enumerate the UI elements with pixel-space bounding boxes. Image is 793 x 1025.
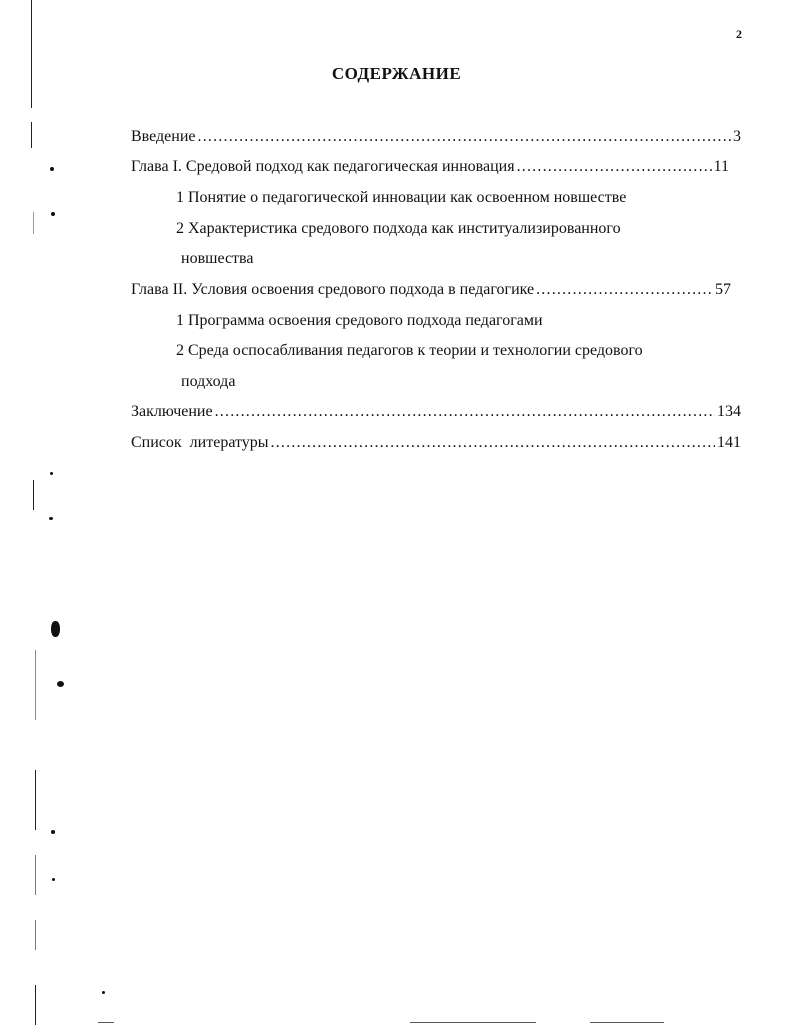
toc-entry-page: 141 xyxy=(717,434,741,451)
scan-bottom-line xyxy=(98,1022,114,1023)
toc-entry-label: Глава I. Средовой подход как педагогическая инновация xyxy=(131,158,515,175)
scan-margin-line xyxy=(31,122,32,148)
toc-entry-label: Глава II. Условия освоения средового подхода в педагогике xyxy=(131,281,535,298)
scan-margin-line xyxy=(35,920,36,950)
scan-margin-line xyxy=(35,770,36,830)
toc-leader-dots xyxy=(198,127,732,147)
toc-leader-dots xyxy=(536,280,713,300)
toc-leader-dots xyxy=(517,157,712,177)
toc-entry-section-1-1: 1 Понятие о педагогической инновации как освоенном новшестве xyxy=(176,189,627,206)
toc-entry-chapter-1 xyxy=(131,157,729,177)
scan-bottom-line xyxy=(410,1022,536,1023)
toc-entry-section-2-1: 1 Программа освоения средового подхода педагогами xyxy=(176,312,543,329)
scan-speck xyxy=(51,621,60,637)
toc-entry-page: 134 xyxy=(717,403,741,420)
toc-leader-dots xyxy=(271,433,715,453)
page-number: 2 xyxy=(736,27,742,41)
toc-entry-label: Введение xyxy=(131,128,196,145)
toc-entry-chapter-2 xyxy=(131,280,731,300)
toc-entry-section-1-2: 2 Характеристика средового подхода как институализированного xyxy=(176,220,621,237)
scan-speck xyxy=(50,472,53,475)
toc-entry-page: 11 xyxy=(713,158,729,175)
scan-margin-line xyxy=(31,0,32,108)
scan-bottom-line xyxy=(590,1022,664,1023)
scan-speck xyxy=(49,517,53,520)
scan-speck xyxy=(51,212,55,216)
toc-entry-section-1-2-continued: новшества xyxy=(181,250,254,267)
toc-entry-introduction xyxy=(131,127,741,147)
scan-speck xyxy=(50,167,54,171)
toc-entry-page: 57 xyxy=(715,281,731,298)
toc-entry-label: Заключение xyxy=(131,403,213,420)
scan-speck xyxy=(102,991,105,994)
toc-entry-label: Список литературы xyxy=(131,434,269,451)
page-title: СОДЕРЖАНИЕ xyxy=(331,64,462,83)
toc-leader-dots xyxy=(215,402,715,422)
toc-entry-conclusion xyxy=(131,402,741,422)
toc-entry-page: 3 xyxy=(733,128,741,145)
scan-margin-line xyxy=(33,480,34,510)
toc-entry-section-2-2: 2 Среда оспосабливания педагогов к теории и технологии средового xyxy=(176,342,643,359)
toc-entry-bibliography xyxy=(131,433,741,453)
scan-speck xyxy=(52,878,55,881)
scan-speck xyxy=(51,830,55,834)
scan-speck xyxy=(57,681,64,687)
scan-margin-line xyxy=(33,212,34,234)
toc-entry-section-2-2-continued: подхода xyxy=(181,373,236,390)
scan-margin-line xyxy=(35,650,36,720)
scan-margin-line xyxy=(35,855,36,895)
scan-margin-line xyxy=(35,985,36,1025)
